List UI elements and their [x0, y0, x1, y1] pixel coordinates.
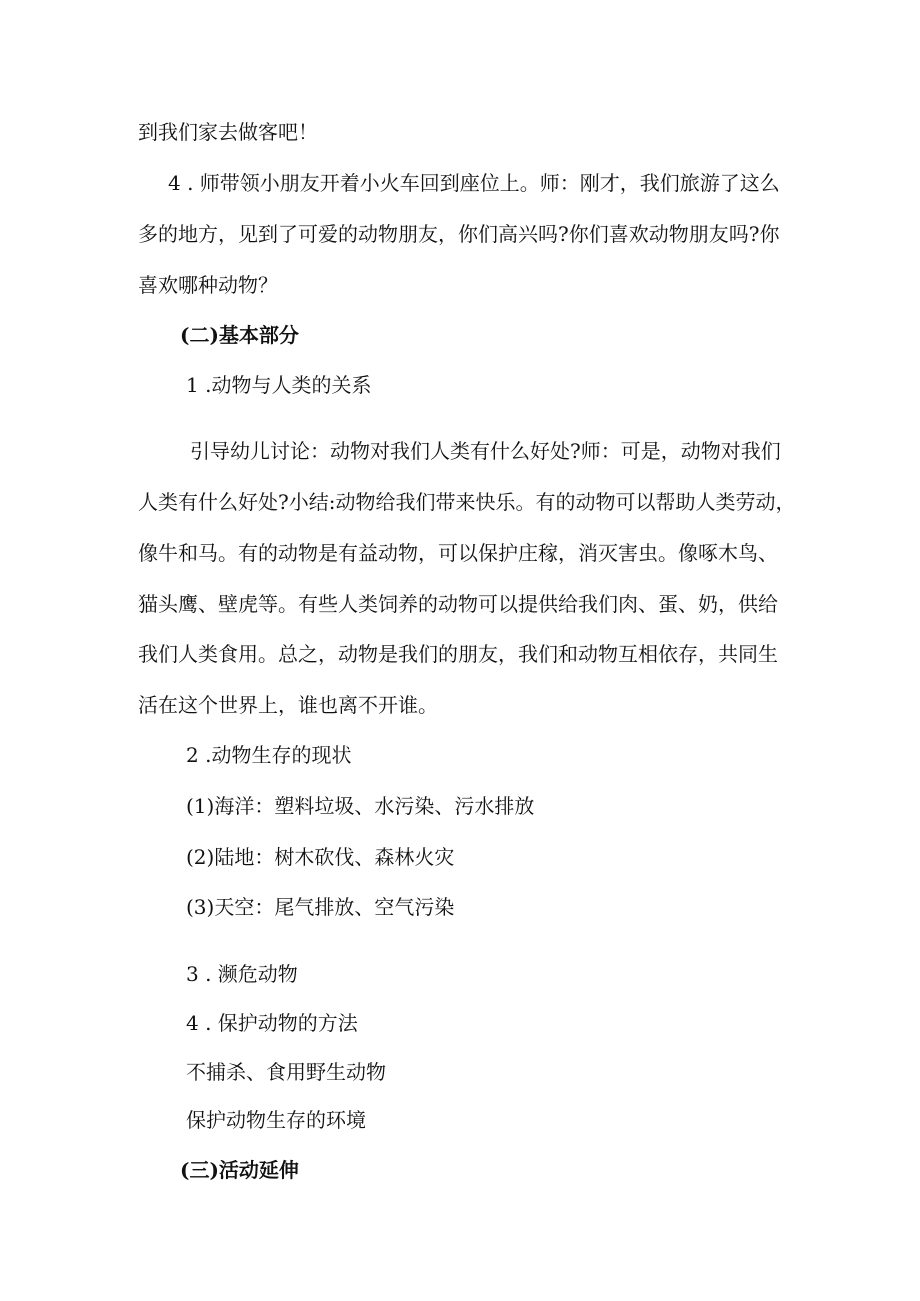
paragraph-line: 像牛和马。有的动物是有益动物，可以保护庄稼，消灭害虫。像啄木鸟、: [138, 541, 778, 565]
subsection-heading: 4 . 保护动物的方法: [186, 1011, 358, 1035]
list-item: (2)陆地：树木砍伐、森林火灾: [186, 845, 455, 869]
paragraph-line: 引导幼儿讨论：动物对我们人类有什么好处?师：可是，动物对我们: [190, 439, 781, 463]
section-heading: (三)活动延伸: [180, 1158, 299, 1182]
section-heading: (二)基本部分: [180, 323, 299, 347]
list-item: (1)海洋：塑料垃圾、水污染、污水排放: [186, 794, 535, 818]
list-item: 不捕杀、食用野生动物: [186, 1060, 386, 1084]
subsection-heading: 2 .动物生存的现状: [186, 743, 352, 767]
paragraph-line: 我们人类食用。总之，动物是我们的朋友，我们和动物互相依存，共同生: [138, 642, 778, 666]
list-item: 保护动物生存的环境: [186, 1108, 366, 1132]
paragraph-line: 4 . 师带领小朋友开着小火车回到座位上。师：刚才，我们旅游了这么: [168, 171, 780, 195]
paragraph-line: 到我们家去做客吧！: [138, 120, 318, 144]
paragraph-line: 人类有什么好处?小结:动物给我们带来快乐。有的动物可以帮助人类劳动，: [138, 490, 796, 514]
paragraph-line: 猫头鹰、壁虎等。有些人类饲养的动物可以提供给我们肉、蛋、奶，供给: [138, 592, 778, 616]
list-item: (3)天空：尾气排放、空气污染: [186, 895, 455, 919]
paragraph-line: 活在这个世界上，谁也离不开谁。: [138, 693, 438, 717]
subsection-heading: 3 . 濒危动物: [186, 962, 298, 986]
paragraph-line: 多的地方，见到了可爱的动物朋友，你们高兴吗?你们喜欢动物朋友吗?你: [138, 222, 780, 246]
subsection-heading: 1 .动物与人类的关系: [186, 373, 372, 397]
paragraph-line: 喜欢哪种动物？: [138, 273, 278, 297]
